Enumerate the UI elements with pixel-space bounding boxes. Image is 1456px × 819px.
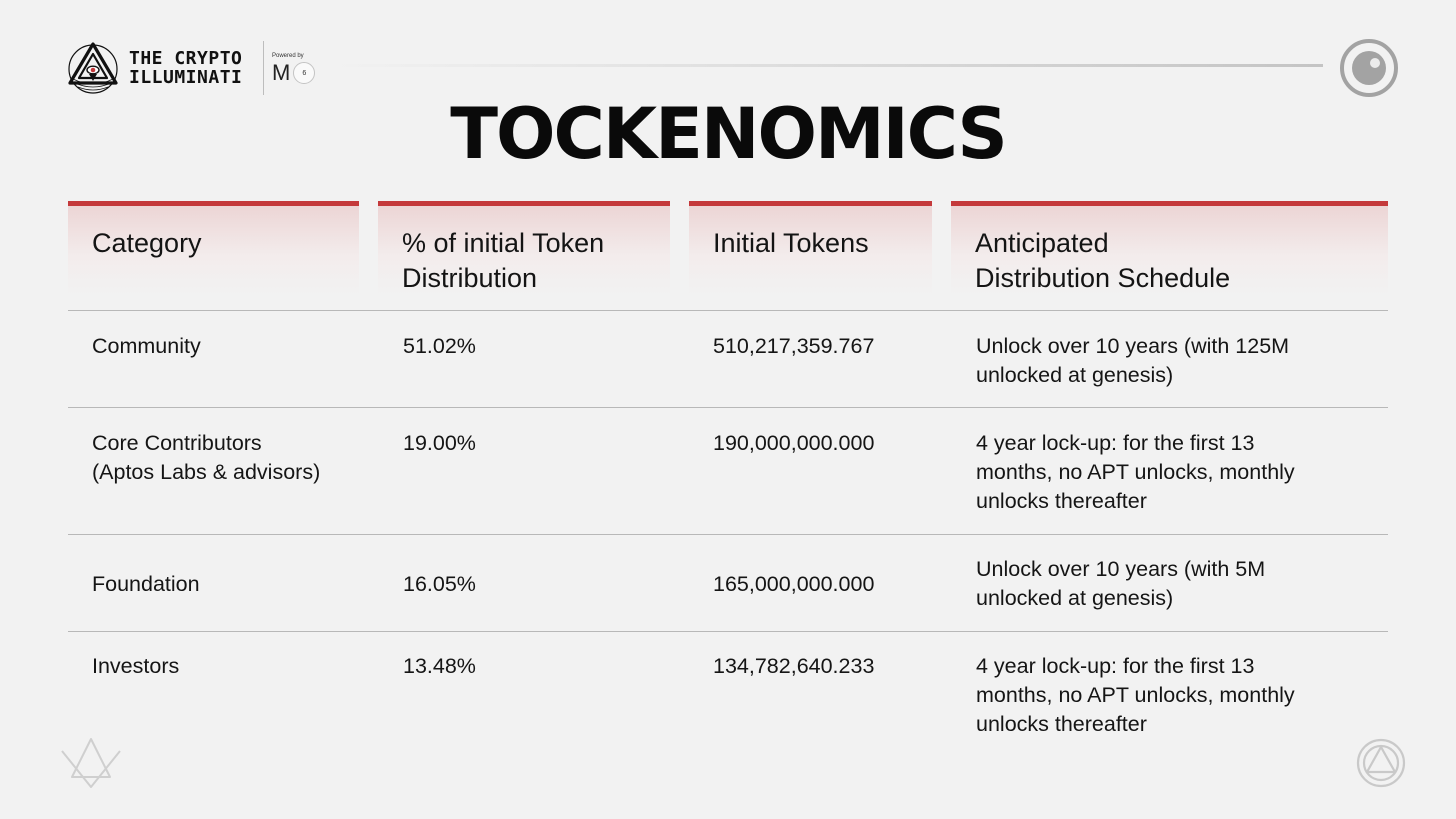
table-header-label: Initial Tokens bbox=[713, 228, 869, 258]
powered-by-label: Powered by bbox=[272, 53, 304, 59]
brand-divider bbox=[263, 41, 264, 95]
cell-tokens: 134,782,640.233 bbox=[713, 654, 875, 678]
partner-badge: 6 bbox=[293, 62, 315, 84]
brand-header bbox=[67, 40, 315, 96]
table-row-divider bbox=[68, 534, 1388, 535]
pyramid-eye-icon bbox=[67, 41, 119, 95]
table-header-percent bbox=[378, 201, 670, 297]
brand-name-line-2: ILLUMINATI bbox=[129, 67, 243, 88]
table-header-initial-tokens bbox=[689, 201, 932, 297]
cell-category: Foundation bbox=[92, 572, 200, 596]
page-title: TOCKENOMICS bbox=[450, 93, 1006, 175]
header-divider-line bbox=[330, 64, 1323, 67]
partner-logo: M bbox=[272, 60, 291, 85]
table-header-category bbox=[68, 201, 359, 297]
cell-category: Core Contributors (Aptos Labs & advisors) bbox=[92, 431, 321, 484]
compass-triangle-icon bbox=[59, 737, 123, 789]
cell-percent: 13.48% bbox=[403, 654, 476, 678]
cell-tokens: 165,000,000.000 bbox=[713, 572, 875, 596]
table-header-schedule bbox=[951, 201, 1388, 297]
brand-name bbox=[129, 49, 255, 87]
powered-by bbox=[272, 52, 315, 84]
cell-category: Investors bbox=[92, 654, 180, 678]
table-header-label: Category bbox=[92, 228, 202, 258]
brand-name-line-1: THE CRYPTO bbox=[129, 48, 243, 69]
cell-percent: 51.02% bbox=[403, 334, 476, 358]
cell-category: Community bbox=[92, 334, 201, 358]
cell-schedule: Unlock over 10 years (with 125M unlocked at genesis) bbox=[976, 334, 1290, 387]
table-row-divider bbox=[68, 310, 1388, 311]
cell-percent: 19.00% bbox=[403, 431, 476, 455]
eye-icon bbox=[1339, 38, 1399, 98]
triangle-in-circle-icon bbox=[1355, 737, 1407, 789]
cell-tokens: 190,000,000.000 bbox=[713, 431, 875, 455]
cell-tokens: 510,217,359.767 bbox=[713, 334, 875, 358]
cell-percent: 16.05% bbox=[403, 572, 476, 596]
cell-schedule: Unlock over 10 years (with 5M unlocked at genesis) bbox=[976, 557, 1266, 610]
table-header-label: Anticipated Distribution Schedule bbox=[975, 228, 1231, 293]
table-row-divider bbox=[68, 407, 1388, 408]
cell-schedule: 4 year lock-up: for the first 13 months, no APT unlocks, monthly unlocks thereafter bbox=[976, 431, 1295, 513]
table-header-label: % of initial Token Distribution bbox=[402, 228, 605, 293]
table-row-divider bbox=[68, 631, 1388, 632]
cell-schedule: 4 year lock-up: for the first 13 months, no APT unlocks, monthly unlocks thereafter bbox=[976, 654, 1295, 736]
